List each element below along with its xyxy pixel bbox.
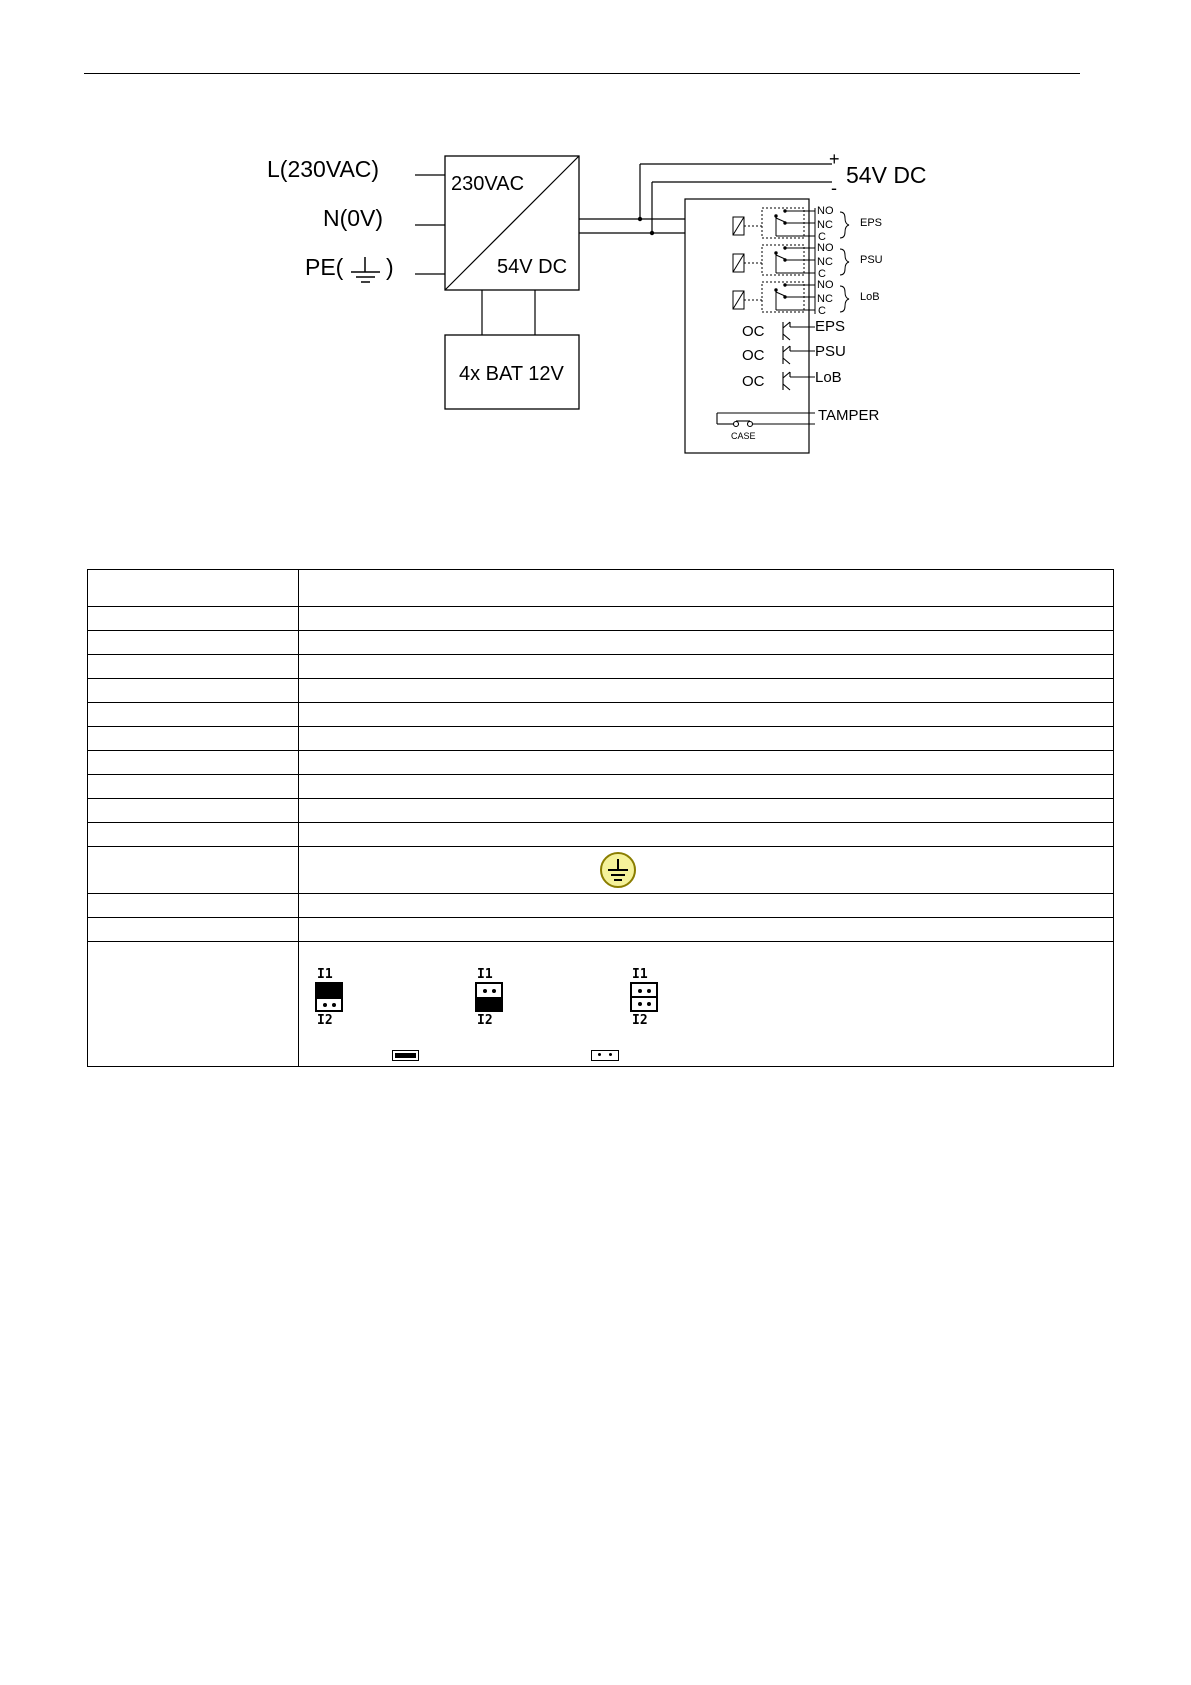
table-row (88, 607, 1114, 631)
relay-psu-group-label: PSU (860, 254, 883, 266)
relay-group-psu (733, 240, 815, 277)
converter-input-label: 230VAC (451, 173, 525, 195)
output-minus: - (831, 178, 837, 198)
transistor-lob-icon (783, 372, 815, 390)
table-row (88, 570, 1114, 607)
pe-ground-icon (351, 257, 380, 282)
relay-group-lob (733, 277, 815, 314)
table-row (88, 823, 1114, 847)
jumper-label-i1: I1 (632, 967, 648, 982)
tamper-case-label: CASE (731, 431, 756, 441)
oc-lob-signal: LoB (815, 369, 842, 386)
jumper-label-i1: I1 (317, 967, 333, 982)
jumper-label-i2: I2 (477, 1013, 493, 1028)
table-row (88, 679, 1114, 703)
table-row (88, 655, 1114, 679)
relay-psu-c: C (818, 268, 826, 280)
table-row (88, 918, 1114, 942)
transistor-eps-icon (783, 322, 815, 340)
relay-lob-no: NO (817, 279, 834, 291)
output-plus: + (829, 149, 840, 169)
input-line-label: L(230VAC) (267, 156, 380, 182)
relay-lob-c: C (818, 305, 826, 317)
oc-eps-signal: EPS (815, 318, 846, 335)
relay-lob-group-label: LoB (860, 291, 880, 303)
relay-eps-no: NO (817, 205, 834, 217)
relay-eps-c: C (818, 231, 826, 243)
relay-lob-nc: NC (817, 293, 833, 305)
tamper-label: TAMPER (818, 407, 880, 424)
table-row (88, 942, 1114, 1067)
converter-output-label: 54V DC (497, 256, 568, 278)
legend-jumper-open-icon (591, 1050, 619, 1061)
table-row (88, 703, 1114, 727)
output-voltage-label: 54V DC (846, 162, 927, 188)
oc-lob-type: OC (742, 373, 765, 390)
oc-psu-signal: PSU (815, 343, 846, 360)
tamper-switch-icon (717, 413, 815, 427)
input-pe-close: ) (386, 254, 394, 280)
table-row (88, 727, 1114, 751)
table-row (88, 631, 1114, 655)
jumper-label-i1: I1 (477, 967, 493, 982)
relay-psu-nc: NC (817, 256, 833, 268)
input-pe-label: PE( (305, 254, 344, 280)
transistor-psu-icon (783, 346, 815, 364)
jumper-label-i2: I2 (632, 1013, 648, 1028)
table-row (88, 775, 1114, 799)
spec-table (87, 569, 1114, 1067)
table-row (88, 847, 1114, 894)
battery-label: 4x BAT 12V (459, 363, 564, 385)
table-row (88, 751, 1114, 775)
relay-eps-group-label: EPS (860, 217, 883, 229)
legend-jumper-closed-icon (392, 1050, 419, 1061)
wiring-diagram (0, 0, 1191, 560)
protective-earth-icon (598, 850, 638, 890)
relay-group-eps (733, 208, 815, 240)
relay-eps-nc: NC (817, 219, 833, 231)
relay-psu-no: NO (817, 242, 834, 254)
oc-eps-type: OC (742, 323, 765, 340)
table-row (88, 894, 1114, 918)
table-row (88, 799, 1114, 823)
oc-psu-type: OC (742, 347, 765, 364)
input-neutral-label: N(0V) (323, 205, 384, 231)
jumper-label-i2: I2 (317, 1013, 333, 1028)
